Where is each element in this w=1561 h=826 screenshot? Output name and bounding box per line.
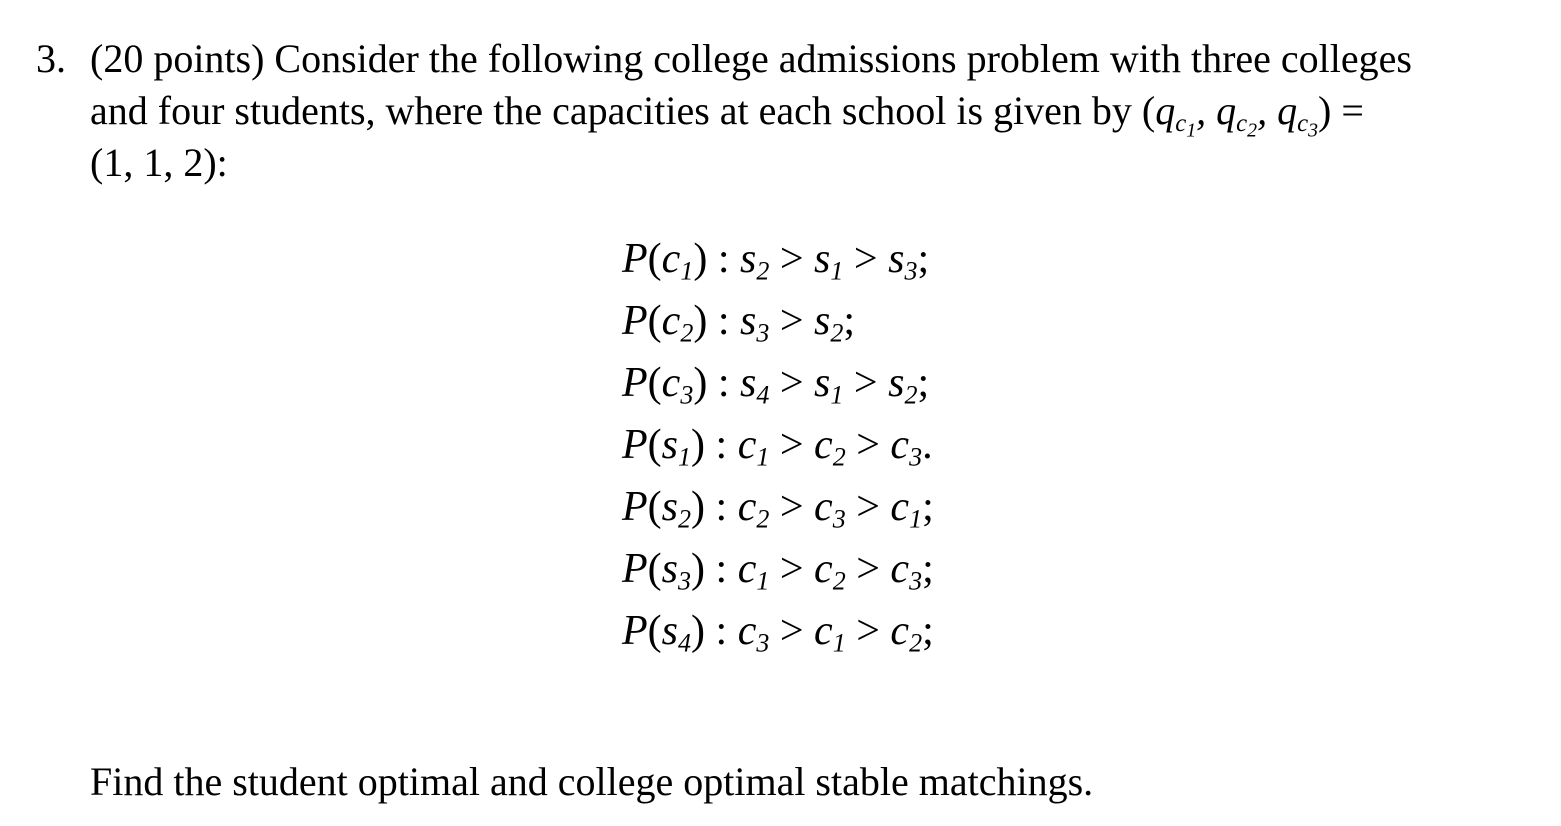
- pref-c3: $P(c_3)$ : $s_4 > s_1 > s_2$;: [622, 360, 930, 410]
- pref-s1: $P(s_1)$ : $c_1 > c_2 > c_3$.: [622, 422, 933, 472]
- capacity-vector: ($q_{c_1}$, $q_{c_2}$, $q_{c_3}$) =: [1141, 88, 1364, 142]
- intro-line-1: (20 points) Consider the following college admissions problem with three colleges: [90, 36, 1412, 81]
- problem-question: Find the student optimal and college optimal stable matchings.: [90, 759, 1094, 804]
- pref-c2: $P(c_2)$ : $s_3 > s_2$;: [622, 298, 856, 348]
- intro-line-2-text: and four students, where the capacities at each school is given by: [90, 88, 1132, 133]
- pref-s4: $P(s_4)$ : $c_3 > c_1 > c_2$;: [622, 608, 934, 658]
- intro-line-3: (1, 1, 2):: [90, 140, 228, 185]
- pref-s3: $P(s_3)$ : $c_1 > c_2 > c_3$;: [622, 546, 934, 596]
- pref-c1: $P(c_1)$ : $s_2 > s_1 > s_3$;: [622, 236, 930, 286]
- pref-s2: $P(s_2)$ : $c_2 > c_3 > c_1$;: [622, 484, 934, 534]
- problem-number: 3.: [36, 36, 66, 81]
- problem-intro: [90, 33, 1522, 189]
- preference-list: [622, 228, 934, 662]
- intro-line-2: [90, 85, 1522, 142]
